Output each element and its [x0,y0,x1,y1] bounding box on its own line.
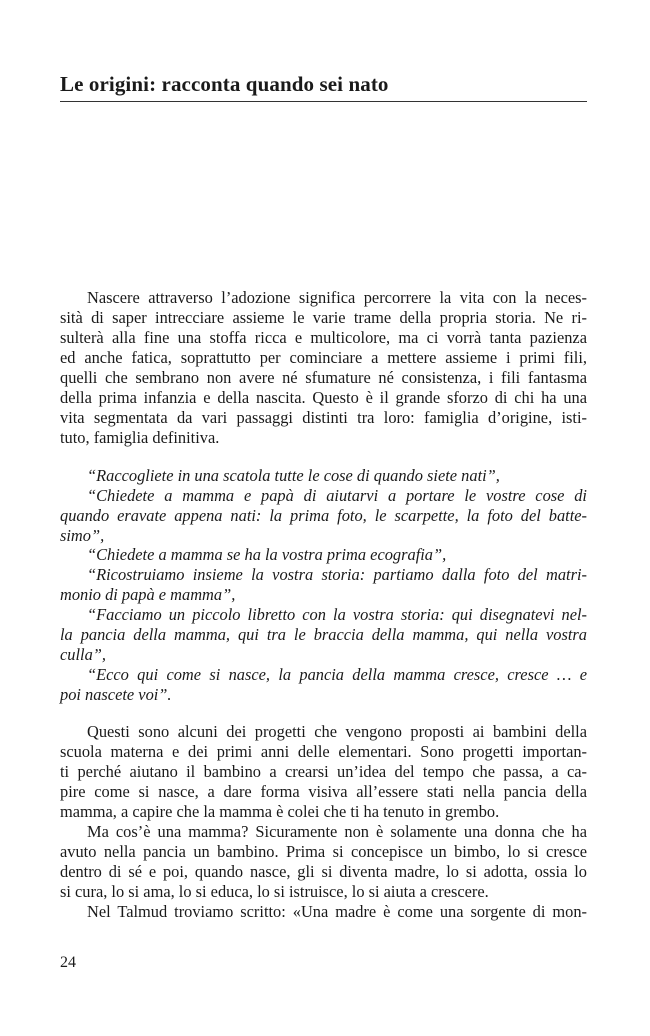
quote-line: quando eravate appena nati: la prima foto, le scarpette, la foto del batte- [60,506,587,525]
text-line: quelli che sembrano non avere né sfumature né consistenza, i fili fantasma [60,368,587,387]
quote-line: “Chiedete a mamma e papà di aiutarvi a portare le vostre cose di [87,486,587,505]
text-line: mamma, a capire che la mamma è colei che ti ha tenuto in grembo. [60,802,500,821]
text-line: Questi sono alcuni dei progetti che vengono proposti ai bambini della [87,722,587,741]
quote-line: culla”, [60,645,106,664]
text-line: si cura, lo si ama, lo si educa, lo si istruisce, lo si aiuta a crescere. [60,882,489,901]
chapter-title: Le origini: racconta quando sei nato [60,72,389,96]
quote-line: “Ricostruiamo insieme la vostra storia: partiamo dalla foto del matri- [87,565,587,584]
quote-line: “Chiedete a mamma se ha la vostra prima ecografia”, [87,545,447,564]
text-line: sità di saper intrecciare assieme le varie trame della propria storia. Ne ri- [60,308,587,327]
text-line: Nascere attraverso l’adozione significa percorrere la vita con la neces- [87,288,587,307]
quote-line: la pancia della mamma, qui tra le braccia della mamma, qui nella vostra [60,625,587,644]
text-line: sulterà alla fine una stoffa ricca e multicolore, ma ci vorrà tanta pazienza [60,328,587,347]
quote-line: “Facciamo un piccolo libretto con la vostra storia: qui disegnatevi nel- [87,605,587,624]
text-line: Ma cos’è una mamma? Sicuramente non è solamente una donna che ha [87,822,587,841]
quote-line: poi nascete voi”. [60,685,172,704]
text-line: ti perché aiutano il bambino a crearsi un’idea del tempo che passa, a ca- [60,762,587,781]
text-line: avuto nella pancia un bambino. Prima si concepisce un bimbo, lo si cresce [60,842,587,861]
quote-line: “Ecco qui come si nasce, la pancia della mamma cresce, cresce … e [87,665,587,684]
quote-line: monio di papà e mamma”, [60,585,236,604]
page-number: 24 [60,954,76,971]
text-line: ed anche fatica, soprattutto per cominciare a mettere assieme i primi fili, [60,348,587,367]
text-line: dentro di sé e poi, quando nasce, gli si diventa madre, lo si adotta, ossia lo [60,862,587,881]
text-line: scuola materna e dei primi anni delle elementari. Sono progetti importan- [60,742,587,761]
quote-line: “Raccogliete in una scatola tutte le cose di quando siete nati”, [87,466,500,485]
title-underline [60,101,587,102]
text-line: della prima infanzia e della nascita. Questo è il grande sforzo di chi ha una [60,388,587,407]
quote-line: simo”, [60,526,105,545]
text-line: pire come si nasce, a dare forma visiva all’essere stati nella pancia della [60,782,587,801]
text-line: tuto, famiglia definitiva. [60,428,220,447]
text-line: Nel Talmud troviamo scritto: «Una madre è come una sorgente di mon- [87,902,587,921]
text-line: vita segmentata da vari passaggi distinti tra loro: famiglia d’origine, isti- [60,408,587,427]
